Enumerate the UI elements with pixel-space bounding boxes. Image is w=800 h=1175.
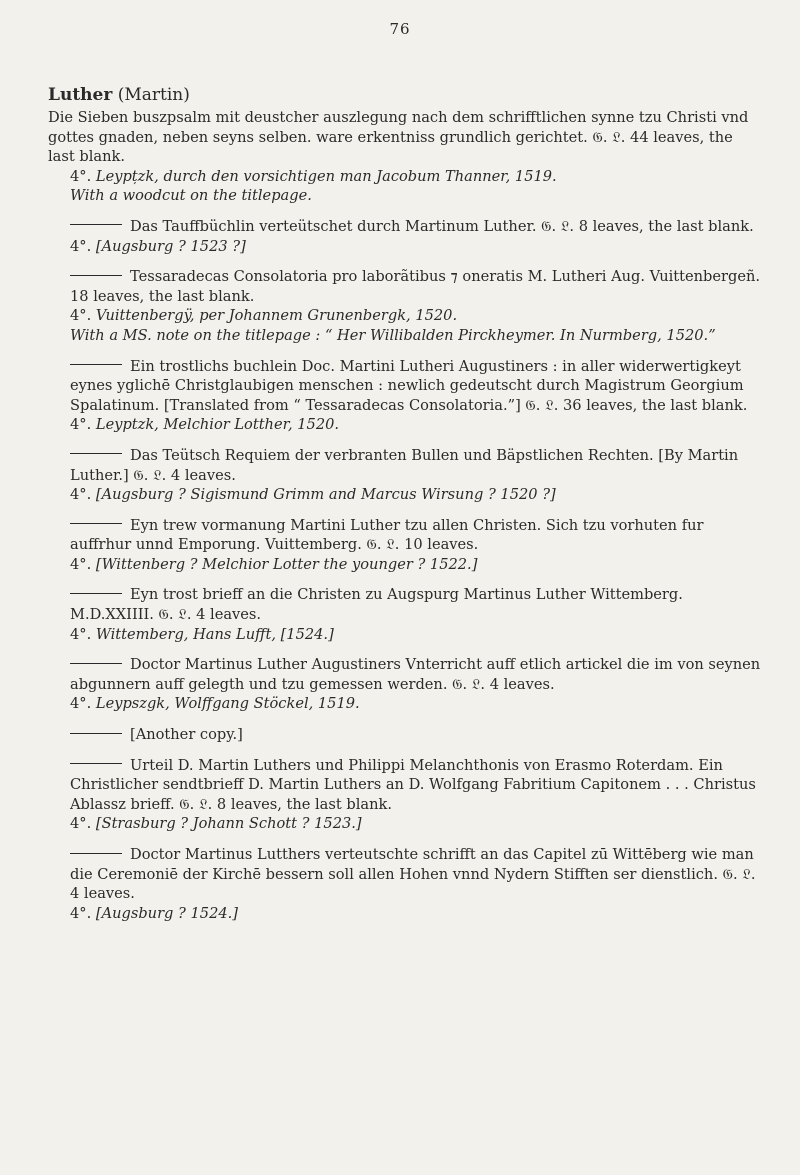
entry-imprint-text: [Augsburg ? Sigismund Grimm and Marcus Wirsung ? 1520 ?]	[95, 486, 556, 504]
entry-format: 4°.	[70, 904, 92, 922]
entry-title: Doctor Martinus Lutthers verteutschte schrifft an das Capitel zū Wittēberg wie man die Ceremoniē der Kirchē bessern soll allen Hohen vnnd Nydern Stifften ser dienstlich. 𝔊. 𝔏. 4 leaves.	[70, 846, 756, 903]
entry-title: Das Teütsch Requiem der verbranten Bullen und Bäpstlichen Rechten. [By Martin Luther.] 𝔊. 𝔏. 4 leaves.	[70, 446, 739, 484]
entry-imprint-text: Leyptzk, Melchior Lotther, 1520.	[95, 416, 340, 434]
entry-imprint-text: [Wittenberg ? Melchior Lotter the younger ? 1522.]	[95, 555, 478, 573]
entry-format: 4°.	[70, 237, 92, 255]
entry-title: Urteil D. Martin Luthers und Philippi Melanchthonis von Erasmo Roterdam. Ein Christlicher sendtbrieff D. Martin Luthers an D. Wolfgang Fabritium Capitonem . . . Christus Ablassz brieff. 𝔊. 𝔏. 8 leaves, the last blank.	[70, 756, 756, 813]
entry-imprint	[48, 904, 762, 924]
entry-format: 4°.	[70, 555, 92, 573]
entry-dash	[70, 275, 122, 276]
entry-dash	[70, 763, 122, 764]
entry-title: Tessaradecas Consolatoria pro laborãtibus ⁊ oneratis M. Lutheri Aug. Vuittenbergeñ. 18 leaves, the last blank.	[70, 268, 761, 305]
entry-imprint	[48, 485, 762, 505]
catalogue-entry	[48, 655, 762, 714]
entry-title: Eyn trew vormanung Martini Luther tzu allen Christen. Sich tzu vorhuten fur auffrhur unnd Emporung. Vuittemberg. 𝔊. 𝔏. 10 leaves.	[70, 516, 704, 554]
entry-dash	[70, 224, 122, 225]
page-number: 76	[389, 20, 411, 38]
entry-format: 4°.	[70, 416, 92, 434]
entry-dash	[70, 663, 122, 664]
catalogue-entry	[48, 516, 762, 575]
catalogue-entry	[48, 585, 762, 644]
entry-dash	[70, 733, 122, 734]
entry-format: 4°.	[70, 167, 92, 185]
entry-imprint	[48, 415, 762, 435]
entry-dash	[70, 453, 122, 454]
entry-format: 4°.	[70, 625, 92, 643]
entry-imprint-text: [Augsburg ? 1523 ?]	[95, 237, 246, 255]
entry-imprint	[48, 306, 762, 326]
entry-title: Doctor Martinus Luther Augustiners Vnterricht auff etlich artickel die im von seynen abgunnern auff gelegth und tzu gemessen werden. 𝔊. 𝔏. 4 leaves.	[70, 656, 761, 693]
entry-imprint-text: [Strasburg ? Johann Schott ? 1523.]	[95, 815, 362, 833]
catalogue-content	[48, 84, 762, 934]
entry-imprint-text: Leypțzk, durch den vorsichtigen man Jacobum Thanner, 1519.	[95, 167, 557, 185]
entry-imprint	[48, 555, 762, 575]
entry-note: With a woodcut on the titlepage.	[70, 187, 312, 205]
catalogue-entry	[48, 446, 762, 505]
entry-imprint-text: Leypszgk, Wolffgang Stöckel, 1519.	[95, 695, 360, 713]
entry-imprint-text: Vuittenbergÿ, per Johannem Grunenbergk, 1520.	[95, 307, 458, 325]
entry-title: Ein trostlichs buchlein Doc. Martini Lutheri Augustiners : in aller widerwertigkeyt eynes yglichē Christglaubigen menschen : newlich gedeutscht durch Magistrum Georgium Spalatinum. [Translated from “ Tessaradecas Consolatoria.”] 𝔊. 𝔏. 36 leaves, the last blank.	[70, 357, 748, 414]
catalogue-entry	[48, 845, 762, 923]
entry-imprint	[48, 237, 762, 257]
entry-title: [Another copy.]	[130, 726, 243, 744]
catalogue-entry	[48, 756, 762, 834]
author-forename: (Martin)	[117, 85, 190, 105]
entry-imprint	[48, 167, 762, 187]
entry-title: Eyn trost brieff an die Christen zu Augspurg Martinus Luther Wittemberg. M.D.XXIIII. 𝔊. 𝔏. 4 leaves.	[70, 586, 683, 624]
entry-format: 4°.	[70, 695, 92, 713]
entry-format: 4°.	[70, 815, 92, 833]
entry-format: 4°.	[70, 307, 92, 325]
entry-imprint-text: [Augsburg ? 1524.]	[95, 904, 238, 922]
catalogue-entry	[48, 357, 762, 435]
entry-note: With a MS. note on the titlepage : “ Her Willibalden Pirckheymer. In Nurmberg, 1520.”	[70, 326, 716, 344]
entry-dash	[70, 523, 122, 524]
catalogue-entry	[48, 267, 762, 345]
entry-dash	[70, 364, 122, 365]
entry-imprint-text: Wittemberg, Hans Lufft, [1524.]	[95, 625, 334, 643]
entry-title: Die Sieben buszpsalm mit deustcher auszlegung nach dem schrifftlichen synne tzu Christi vnd gottes gnaden, neben seyns selben. ware erkentniss grundlich gerichtet. 𝔊. 𝔏. 44 leaves, the last blank.	[48, 109, 749, 166]
entry-title: Das Tauffbüchlin verteütschet durch Martinum Luther. 𝔊. 𝔏. 8 leaves, the last blank.	[130, 217, 754, 235]
catalogue-entry	[48, 217, 762, 256]
entry-imprint	[48, 694, 762, 714]
entry-dash	[70, 593, 122, 594]
catalogue-entry	[48, 725, 762, 745]
catalogue-entry	[48, 108, 762, 206]
entry-imprint	[48, 625, 762, 645]
entry-dash	[70, 853, 122, 854]
entry-format: 4°.	[70, 486, 92, 504]
author-surname: Luther	[48, 85, 113, 105]
entry-imprint	[48, 814, 762, 834]
author-heading	[48, 84, 762, 106]
